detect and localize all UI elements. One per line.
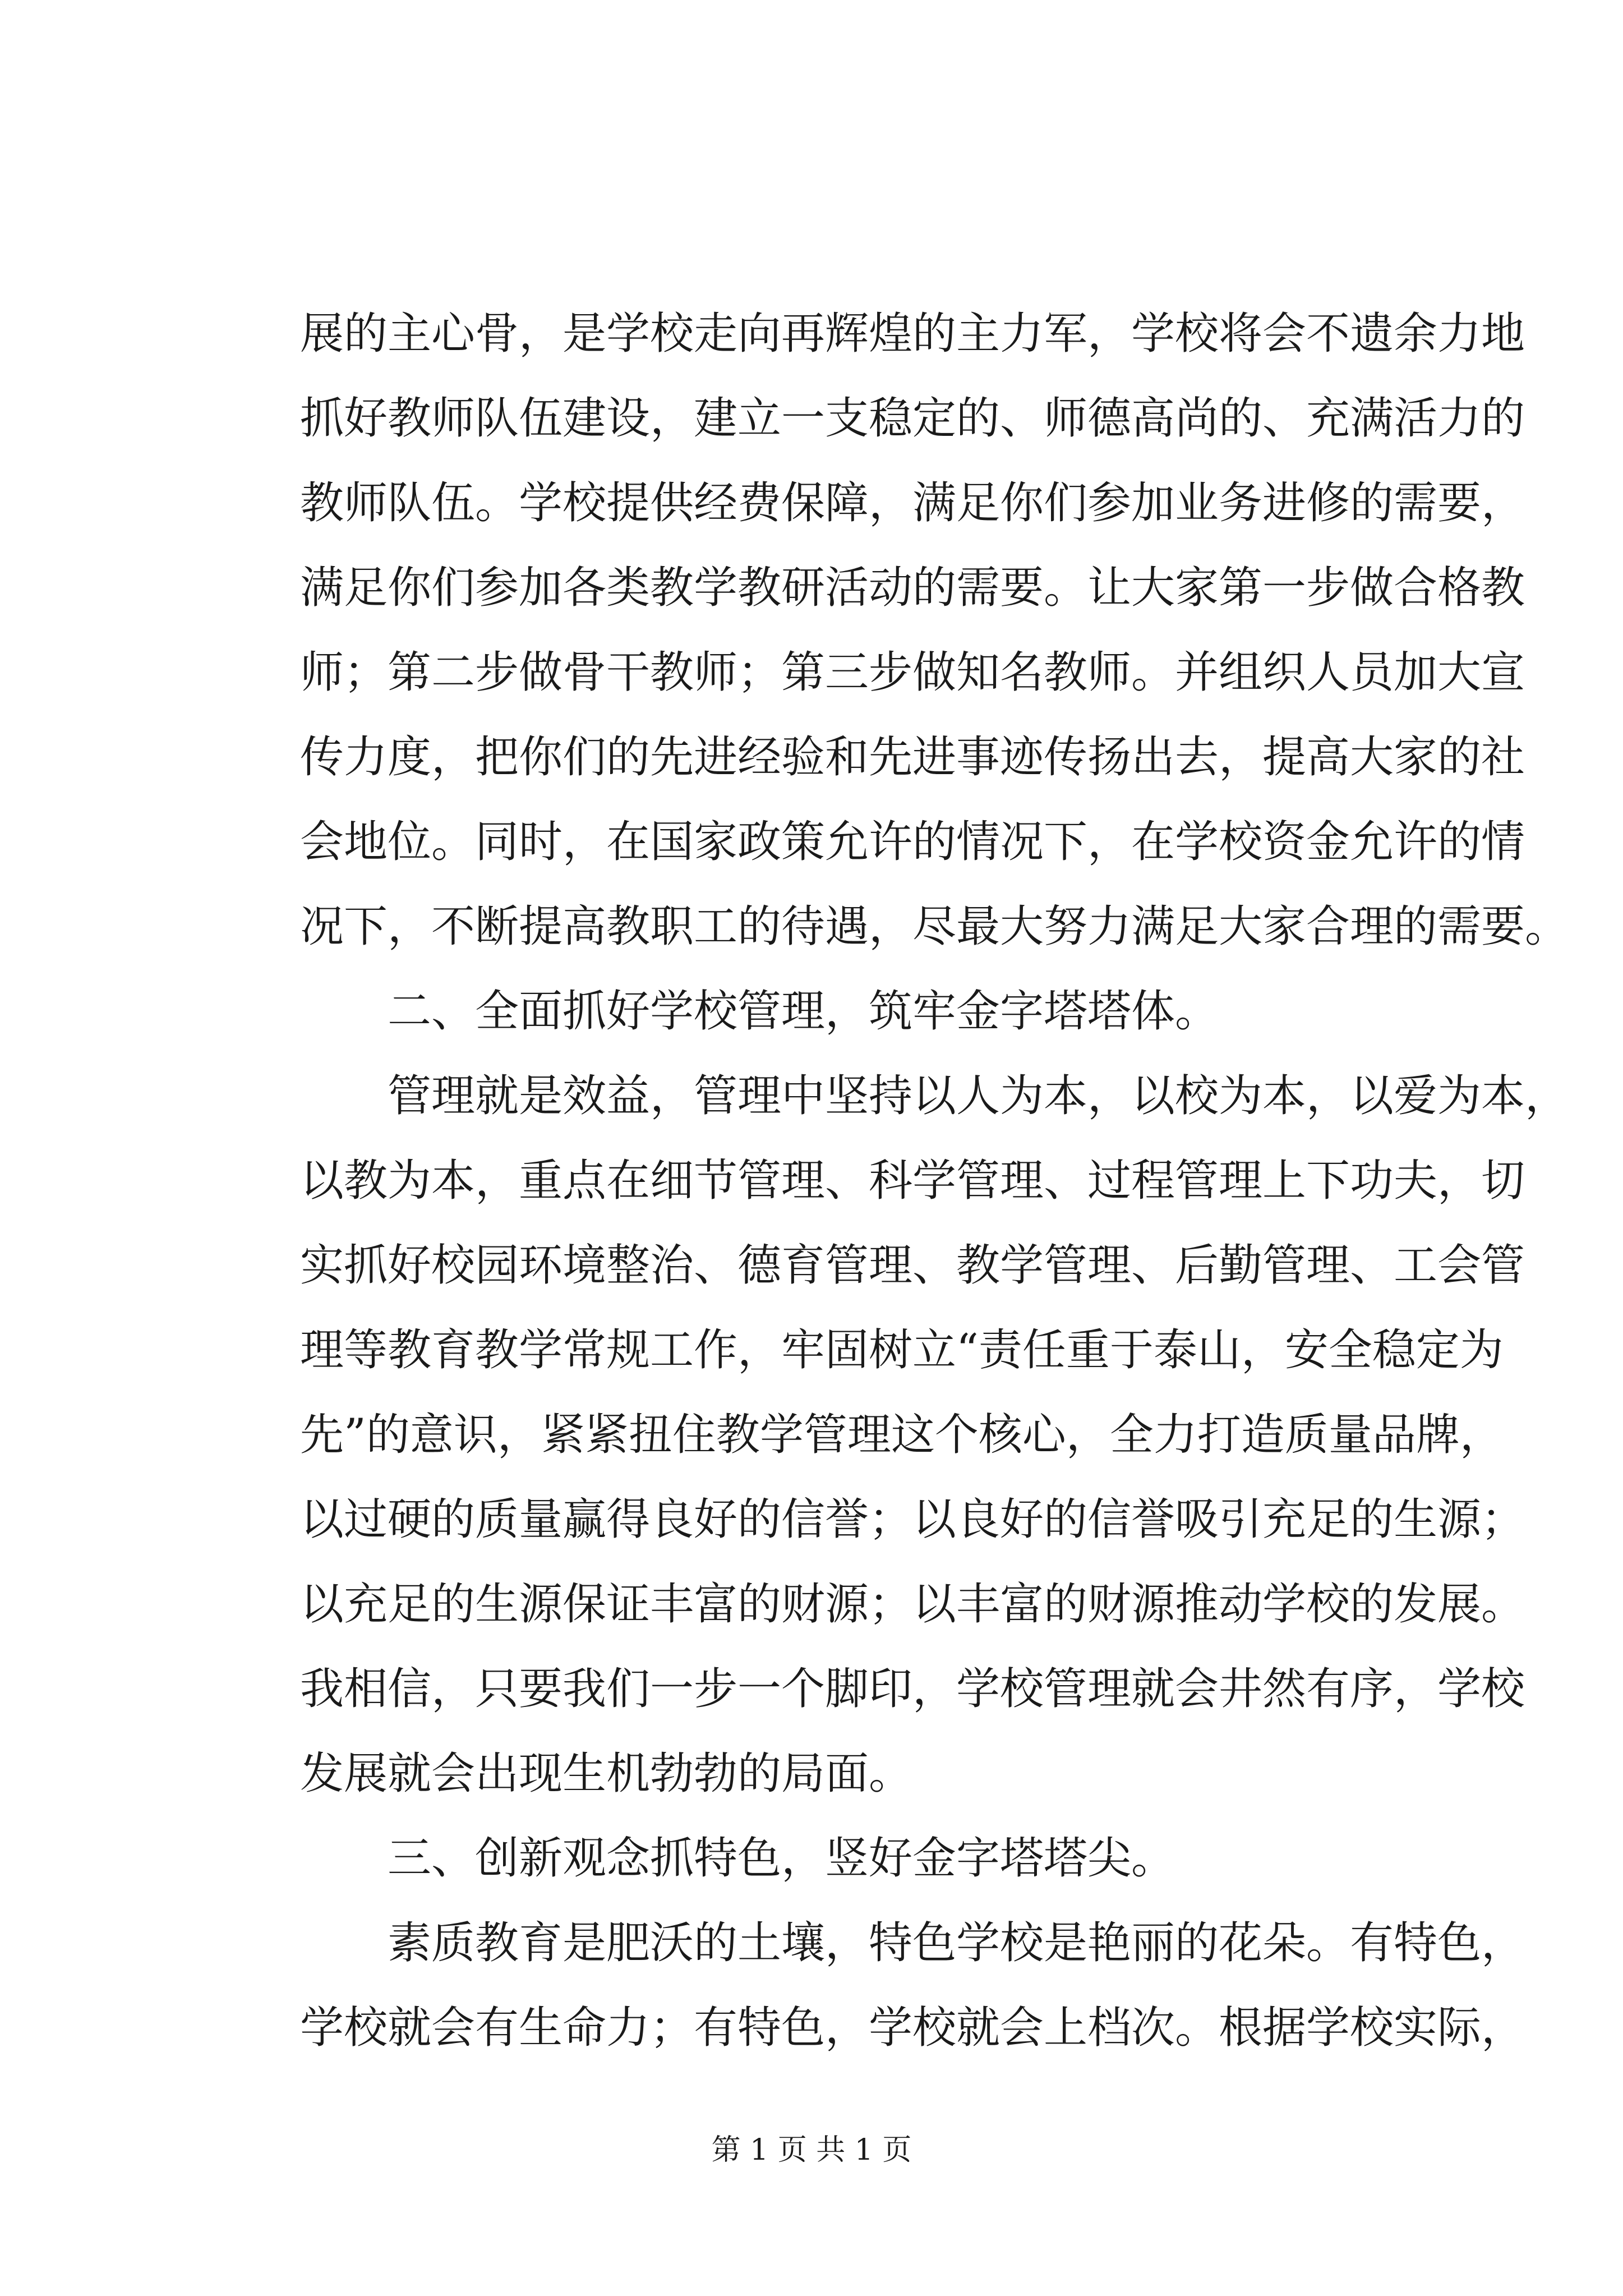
text-line: 管理就是效益，管理中坚持以人为本，以校为本，以爱为本，	[388, 1071, 1569, 1121]
text-line: 我相信，只要我们一步一个脚印，学校管理就会井然有序，学校	[300, 1664, 1525, 1714]
text-line: 三、创新观念抓特色，竖好金字塔塔尖。	[388, 1833, 1175, 1884]
text-line: 教师队伍。学校提供经费保障，满足你们参加业务进修的需要，	[300, 478, 1525, 528]
text-line: 理等教育教学常规工作，牢固树立“责任重于泰山，安全稳定为	[300, 1325, 1504, 1375]
text-line: 传力度，把你们的先进经验和先进事迹传扬出去，提高大家的社	[300, 732, 1525, 783]
text-line: 素质教育是肥沃的土壤，特色学校是艳丽的花朵。有特色，	[388, 1918, 1525, 1968]
text-line: 以教为本，重点在细节管理、科学管理、过程管理上下功夫，切	[300, 1156, 1525, 1206]
text-line: 以过硬的质量赢得良好的信誉；以良好的信誉吸引充足的生源；	[300, 1494, 1525, 1545]
text-line: 学校就会有生命力；有特色，学校就会上档次。根据学校实际，	[300, 2003, 1525, 2053]
text-line: 展的主心骨，是学校走向再辉煌的主力军，学校将会不遗余力地	[300, 309, 1525, 359]
page-footer: 第 1 页 共 1 页	[711, 2133, 912, 2167]
text-line: 先”的意识，紧紧扭住教学管理这个核心，全力打造质量品牌，	[300, 1410, 1504, 1460]
text-line: 师；第二步做骨干教师；第三步做知名教师。并组织人员加大宣	[300, 647, 1525, 698]
text-line: 实抓好校园环境整治、德育管理、教学管理、后勤管理、工会管	[300, 1240, 1525, 1291]
text-line: 会地位。同时，在国家政策允许的情况下，在学校资金允许的情	[300, 817, 1525, 867]
text-line: 满足你们参加各类教学教研活动的需要。让大家第一步做合格教	[300, 563, 1525, 613]
body-text	[300, 292, 1569, 2070]
text-line: 发展就会出现生机勃勃的局面。	[300, 1749, 913, 1799]
text-line: 抓好教师队伍建设，建立一支稳定的、师德高尚的、充满活力的	[300, 393, 1525, 444]
text-line: 以充足的生源保证丰富的财源；以丰富的财源推动学校的发展。	[300, 1579, 1525, 1630]
text-line: 况下，不断提高教职工的待遇，尽最大努力满足大家合理的需要。	[300, 901, 1569, 952]
text-line: 二、全面抓好学校管理，筑牢金字塔塔体。	[388, 986, 1219, 1037]
